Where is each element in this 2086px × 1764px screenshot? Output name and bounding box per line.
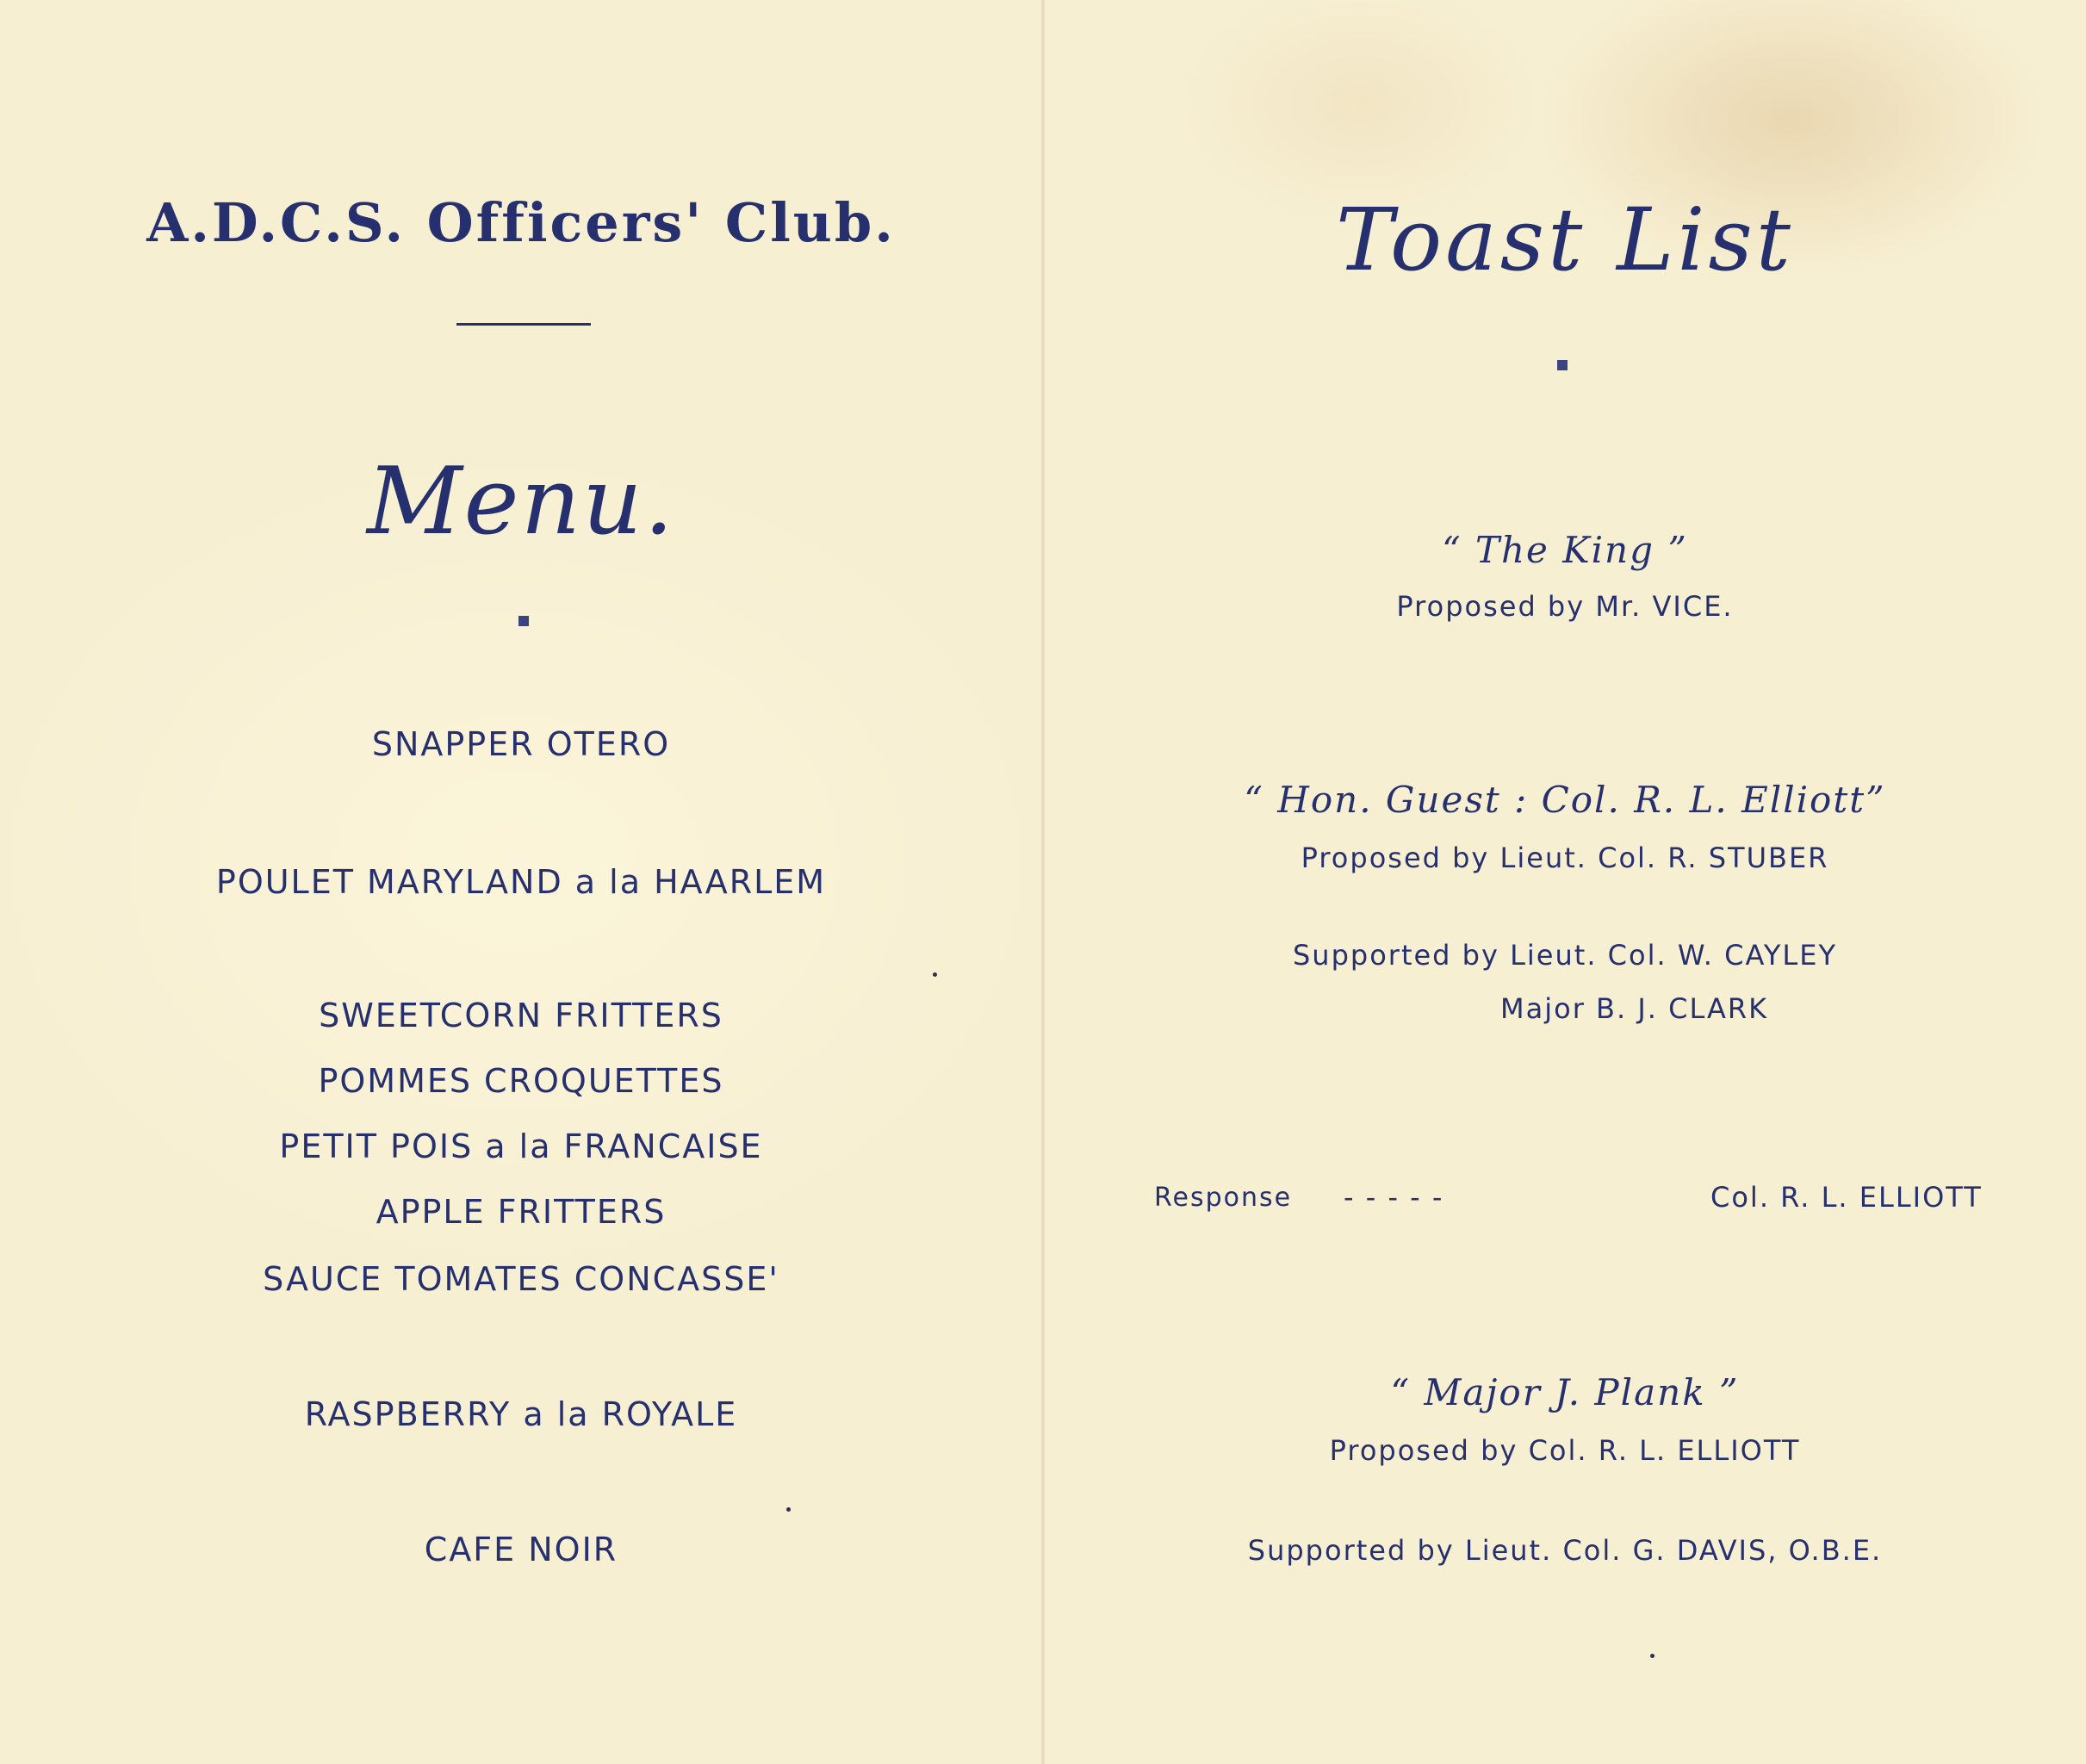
ink-speck	[933, 972, 937, 977]
proposer-line: Proposed by Col. R. L. ELLIOTT	[1329, 1434, 1801, 1467]
proposer-line: Proposed by Mr. VICE.	[1396, 590, 1734, 623]
toast-major-plank: “ Major J. Plank ”	[1390, 1371, 1740, 1413]
menu-item: POMMES CROQUETTES	[318, 1062, 724, 1100]
ink-speck	[1650, 1654, 1655, 1658]
supporter-line: Supported by Lieut. Col. G. DAVIS, O.B.E.	[1247, 1534, 1883, 1567]
menu-title: Menu.	[367, 448, 675, 556]
menu-item: CAFE NOIR	[424, 1531, 618, 1568]
toast-list-title: Toast List	[1336, 189, 1794, 290]
toast-king: “ The King ”	[1442, 529, 1688, 571]
toast-hon-guest: “ Hon. Guest : Col. R. L. Elliott”	[1244, 779, 1886, 821]
menu-item: SWEETCORN FRITTERS	[319, 997, 723, 1034]
response-dashes: - - - - -	[1344, 1181, 1444, 1214]
menu-panel	[0, 0, 1042, 1764]
menu-item: RASPBERRY a la ROYALE	[304, 1395, 738, 1433]
menu-item: PETIT POIS a la FRANCAISE	[279, 1127, 763, 1165]
proposer-line: Proposed by Lieut. Col. R. STUBER	[1301, 842, 1829, 874]
supporter-line: Supported by Lieut. Col. W. CAYLEY	[1292, 939, 1838, 972]
menu-item: SAUCE TOMATES CONCASSE'	[263, 1260, 779, 1298]
bullet-ornament	[518, 616, 529, 626]
response-label: Response	[1154, 1183, 1293, 1213]
menu-item: SNAPPER OTERO	[371, 725, 671, 763]
menu-item: APPLE FRITTERS	[376, 1193, 667, 1231]
response-name: Col. R. L. ELLIOTT	[1710, 1181, 1983, 1214]
club-name: A.D.C.S. Officers' Club.	[146, 191, 896, 254]
bullet-ornament	[1557, 360, 1568, 370]
menu-item: POULET MARYLAND a la HAARLEM	[215, 863, 827, 901]
supporter-line: Major B. J. CLARK	[1500, 992, 1769, 1025]
title-divider	[456, 323, 591, 326]
toast-panel	[1044, 0, 2086, 1764]
ink-speck	[786, 1507, 791, 1512]
